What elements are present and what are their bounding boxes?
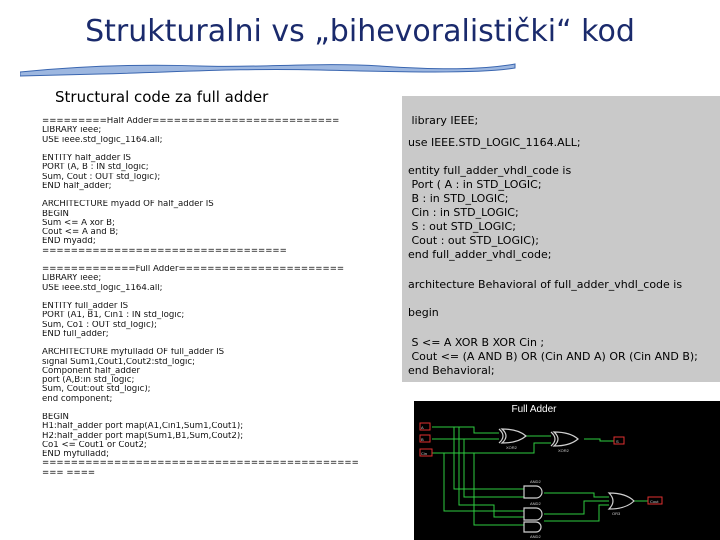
- code-line: B : in STD_LOGIC;: [408, 192, 509, 205]
- code-line: ENTITY half_adder IS: [42, 154, 132, 163]
- slide-title: Strukturalni vs „bihevoralistički“ kod: [85, 14, 635, 49]
- code-line: use IEEE.STD_LOGIC_1164.ALL;: [408, 136, 581, 149]
- code-line: architecture Behavioral of full_adder_vhdl_code is: [408, 278, 683, 291]
- port-label-a: A: [421, 425, 424, 430]
- code-line: Component half_adder: [42, 366, 141, 376]
- schematic-title: Full Adder: [511, 404, 557, 415]
- code-line: [42, 145, 397, 154]
- code-line: end Behavioral;: [408, 364, 495, 377]
- code-line: BEGIN: [42, 209, 69, 219]
- gate-label-and-2: AND2: [530, 501, 541, 506]
- code-line: END full_adder;: [42, 329, 109, 339]
- code-line: PORT (A1, B1, Cin1 : IN std_logic;: [42, 311, 185, 321]
- code-line: Sum, Cout : OUT std_logic);: [42, 172, 161, 182]
- code-line: LIBRARY ieee;: [42, 274, 102, 284]
- port-label-cout: Cout: [650, 499, 659, 504]
- code-line: signal Sum1,Cout1,Cout2:std_logic;: [42, 357, 196, 367]
- code-line: END myadd;: [42, 237, 96, 247]
- code-line: [42, 293, 397, 302]
- code-line: Sum <= A xor B;: [42, 218, 115, 228]
- code-line: END myfulladd;: [42, 450, 109, 459]
- code-line: [42, 256, 397, 265]
- title-underline-decoration: [20, 58, 520, 82]
- code-line: USE ieee.std_logic_1164.all;: [42, 135, 163, 145]
- full-adder-schematic: [414, 401, 720, 540]
- code-line: [42, 191, 397, 200]
- code-line: H1:half_adder port map(A1,Cin1,Sum1,Cout1);: [42, 422, 244, 432]
- code-line: ============================================: [42, 459, 359, 469]
- code-line: Cout <= A and B;: [42, 228, 119, 237]
- gate-label-or: OR3: [612, 511, 621, 516]
- code-line: USE ieee.std_logic_1164.all;: [42, 283, 163, 293]
- code-line: =============Full Adder=======================: [42, 265, 345, 274]
- code-line: Cout : out STD_LOGIC);: [408, 234, 539, 247]
- code-line: port (A,B:in std_logic;: [42, 376, 135, 385]
- code-line: Co1 <= Cout1 or Cout2;: [42, 440, 147, 450]
- code-line: === ====: [42, 468, 96, 478]
- code-line: ARCHITECTURE myadd OF half_adder IS: [42, 200, 214, 210]
- code-line: ARCHITECTURE myfulladd OF full_adder IS: [42, 348, 225, 358]
- code-line: entity full_adder_vhdl_code is: [408, 164, 572, 177]
- gate-label-xor-2: XOR2: [558, 448, 569, 453]
- code-line: BEGIN: [42, 413, 69, 422]
- gate-label-and-3: AND2: [530, 534, 541, 539]
- behavioral-vhdl-code-panel: [402, 96, 720, 382]
- port-label-b: B: [421, 437, 424, 442]
- code-line: S : out STD_LOGIC;: [408, 220, 516, 233]
- code-line: library IEEE;: [408, 114, 479, 127]
- code-line: END half_adder;: [42, 181, 112, 191]
- code-line: Port ( A : in STD_LOGIC;: [408, 178, 542, 191]
- code-line: ==================================: [42, 246, 287, 256]
- port-label-s: S: [616, 439, 619, 444]
- code-line: [42, 339, 397, 348]
- code-line: S <= A XOR B XOR Cin ;: [408, 336, 545, 349]
- code-line: Cin : in STD_LOGIC;: [408, 206, 519, 219]
- code-line: Sum, Cout:out std_logic);: [42, 385, 151, 395]
- code-line: Sum, Co1 : OUT std_logic);: [42, 320, 157, 330]
- gate-label-xor-1: XOR2: [506, 445, 517, 450]
- code-line: end component;: [42, 394, 113, 404]
- structural-code-heading: Structural code za full adder: [55, 88, 269, 106]
- code-line: Cout <= (A AND B) OR (Cin AND A) OR (Cin AND B);: [408, 350, 698, 363]
- code-line: LIBRARY ieee;: [42, 126, 102, 136]
- gate-label-and-1: AND2: [530, 479, 541, 484]
- code-line: end full_adder_vhdl_code;: [408, 248, 552, 261]
- code-line: PORT (A, B : IN std_logic;: [42, 163, 149, 173]
- structural-vhdl-code-panel: [42, 117, 397, 537]
- port-label-cin: Cin: [421, 451, 428, 456]
- code-line: ENTITY full_adder IS: [42, 302, 129, 311]
- code-line: H2:half_adder port map(Sum1,B1,Sum,Cout2);: [42, 431, 244, 441]
- code-line: =========Half Adder==========================: [42, 117, 340, 126]
- code-line: begin: [408, 306, 439, 319]
- code-line: [42, 404, 397, 413]
